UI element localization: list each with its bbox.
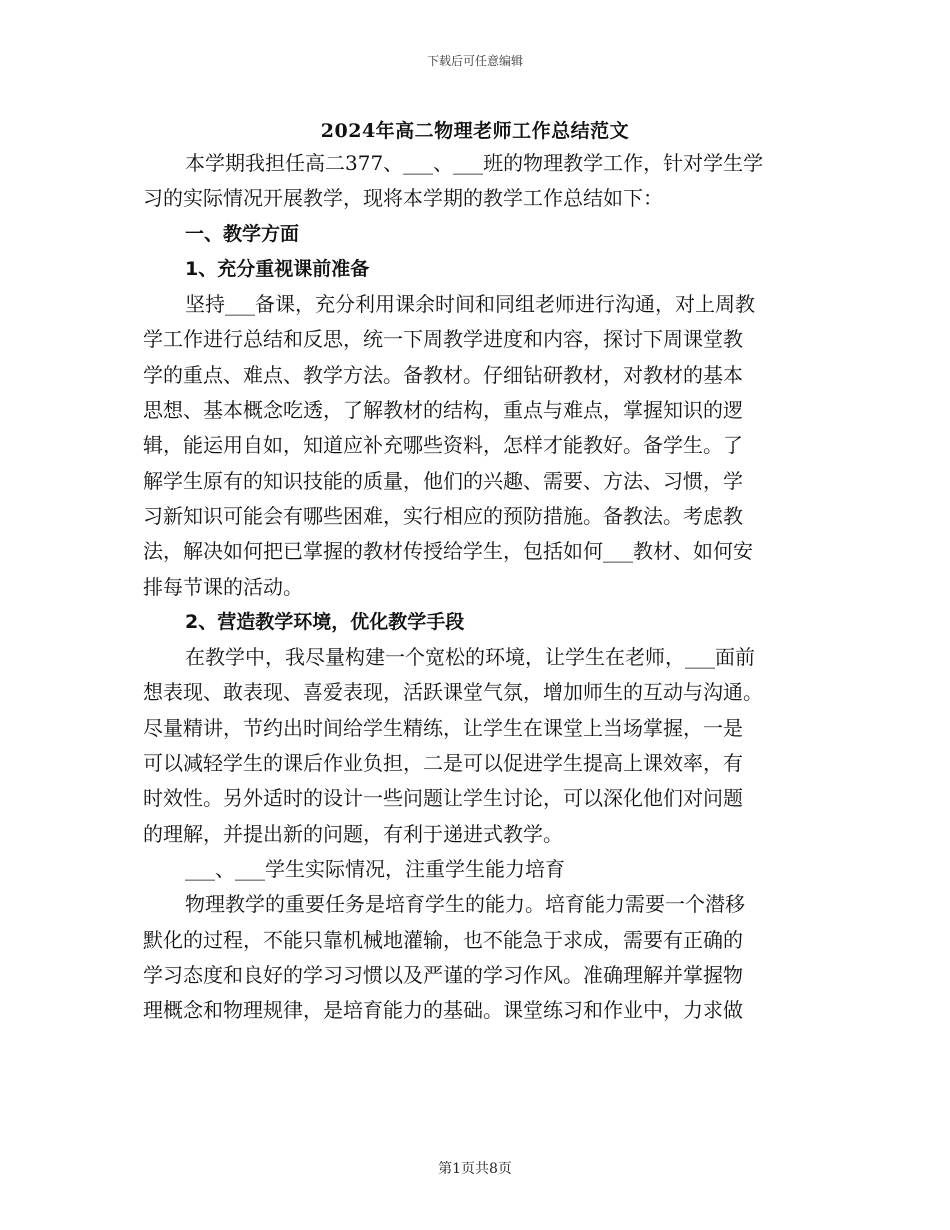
page-footer: 第1页共8页: [438, 1161, 512, 1177]
text-line: 法，解决如何把已掌握的教材传授给学生，包括如何___教材、如何安: [143, 539, 753, 564]
text-line: 辑，能运用自如，知道应补充哪些资料，怎样才能教好。备学生。了: [143, 433, 743, 458]
text-line: 在教学中，我尽量构建一个宽松的环境，让学生在老师，___面前: [185, 645, 755, 670]
text-line: 思想、基本概念吃透，了解教材的结构，重点与难点，掌握知识的逻: [143, 398, 743, 423]
text-line: 学习态度和良好的学习习惯以及严谨的学习作风。准确理解并掌握物: [143, 962, 743, 987]
text-line: 解学生原有的知识技能的质量，他们的兴趣、需要、方法、习惯，学: [143, 468, 743, 493]
text-line: 习新知识可能会有哪些困难，实行相应的预防措施。备教法。考虑教: [143, 503, 743, 528]
section-heading: 1、充分重视课前准备: [185, 257, 370, 280]
text-line: 学的重点、难点、教学方法。备教材。仔细钻研教材，对教材的基本: [143, 362, 743, 387]
text-line: 排每节课的活动。: [143, 574, 303, 599]
text-line: 可以减轻学生的课后作业负担，二是可以促进学生提高上课效率，有: [143, 751, 743, 776]
text-line: 时效性。另外适时的设计一些问题让学生讨论，可以深化他们对问题: [143, 786, 743, 811]
text-line: 理概念和物理规律，是培育能力的基础。课堂练习和作业中，力求做: [143, 998, 743, 1023]
text-line: 默化的过程，不能只靠机械地灌输，也不能急于求成，需要有正确的: [143, 927, 743, 952]
text-line: 物理教学的重要任务是培育学生的能力。培育能力需要一个潜移: [185, 892, 745, 917]
document-body: [143, 146, 813, 1028]
text-line: 想表现、敢表现、喜爱表现，活跃课堂气氛，增加师生的互动与沟通。: [143, 680, 763, 705]
section-heading: 2、营造教学环境，优化教学手段: [185, 610, 465, 633]
section-heading: 一、教学方面: [185, 222, 300, 245]
text-line: 尽量精讲，节约出时间给学生精练，让学生在课堂上当场掌握，一是: [143, 715, 743, 740]
text-line: 学工作进行总结和反思，统一下周教学进度和内容，探讨下周课堂教: [143, 327, 743, 352]
text-line: 习的实际情况开展教学，现将本学期的教学工作总结如下：: [143, 186, 663, 211]
text-line: 本学期我担任高二377、___、___班的物理教学工作，针对学生学: [185, 151, 764, 175]
document-title: 2024年高二物理老师工作总结范文: [320, 120, 630, 142]
header-note: 下载后可任意编辑: [426, 54, 523, 68]
text-line: 的理解，并提出新的问题，有利于递进式教学。: [143, 821, 563, 846]
text-line: ___、___学生实际情况，注重学生能力培育: [185, 856, 565, 881]
text-line: 坚持___备课，充分利用课余时间和同组老师进行沟通，对上周教: [185, 292, 755, 317]
